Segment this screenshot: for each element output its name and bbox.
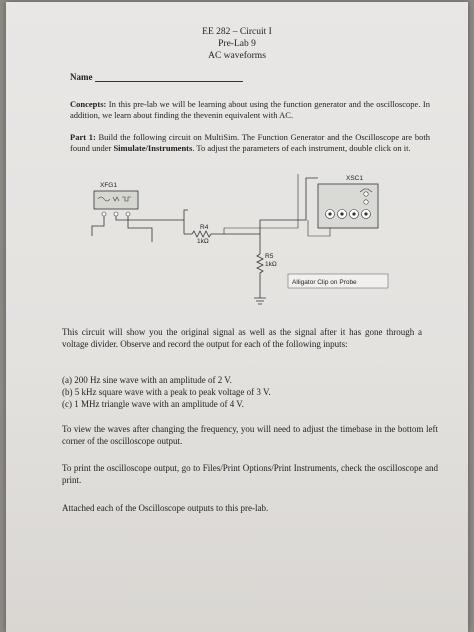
name-label: Name bbox=[70, 72, 93, 82]
name-blank-line bbox=[95, 73, 243, 82]
part1-text-b: . To adjust the parameters of each instrument, double click on it. bbox=[192, 143, 411, 153]
lab-title: Pre-Lab 9 bbox=[218, 39, 256, 49]
ground-symbol bbox=[254, 292, 266, 304]
resistor-r5 bbox=[257, 253, 277, 292]
name-field bbox=[70, 72, 243, 82]
r5-label: R5 bbox=[265, 253, 274, 260]
r5-value: 1kΩ bbox=[265, 261, 277, 268]
probe-note bbox=[288, 274, 388, 288]
part1-menu-path: Simulate/Instruments bbox=[113, 143, 193, 153]
document-header bbox=[6, 26, 468, 62]
attach-instructions: Attached each of the Oscilloscope outputs to this pre-lab. bbox=[62, 503, 269, 513]
concepts-label: Concepts: bbox=[70, 99, 107, 109]
list-item: (b) 5 kHz square wave with a peak to peak voltage of 3 V. bbox=[62, 387, 271, 397]
print-instructions: To print the oscilloscope output, go to Files/Print Options/Print Instruments, check the oscilloscope and print. bbox=[62, 463, 438, 485]
r4-value: 1kΩ bbox=[197, 238, 209, 245]
part1-paragraph bbox=[70, 132, 430, 154]
list-item: (c) 1 MHz triangle wave with an amplitude of 4 V. bbox=[62, 399, 244, 409]
circuit-diagram bbox=[84, 170, 414, 312]
r4-label: R4 bbox=[200, 224, 209, 231]
resistor-r4 bbox=[184, 224, 224, 245]
view-instructions: To view the waves after changing the frequency, you will need to adjust the timebase in the bottom left corner of the oscilloscope output. bbox=[62, 424, 438, 446]
part1-text-a: Build the following circuit on MultiSim. The Function Generator and the Oscilloscope are both found under bbox=[70, 132, 430, 153]
part1-label: Part 1: bbox=[70, 132, 96, 142]
function-generator bbox=[94, 182, 138, 216]
circuit-description: This circuit will show you the original signal as well as the signal after it has gone through a voltage divider. Observe and record the output for each of the following inputs: bbox=[62, 327, 422, 349]
oscilloscope bbox=[318, 175, 378, 228]
function-generator-label: XFG1 bbox=[100, 182, 117, 189]
document-page bbox=[6, 2, 468, 632]
list-item: (a) 200 Hz sine wave with an amplitude of 2 V. bbox=[62, 375, 232, 385]
probe-note-text: Alligator Clip on Probe bbox=[292, 279, 357, 286]
course-title: EE 282 – Circuit I bbox=[202, 27, 272, 37]
oscilloscope-label: XSC1 bbox=[346, 175, 363, 182]
topic-title: AC waveforms bbox=[208, 51, 266, 61]
input-list bbox=[62, 374, 422, 410]
concepts-text: In this pre-lab we will be learning about using the function generator and the oscilloscope. In addition, we learn about finding the thevenin equivalent with AC. bbox=[70, 99, 430, 120]
concepts-paragraph bbox=[70, 99, 430, 121]
